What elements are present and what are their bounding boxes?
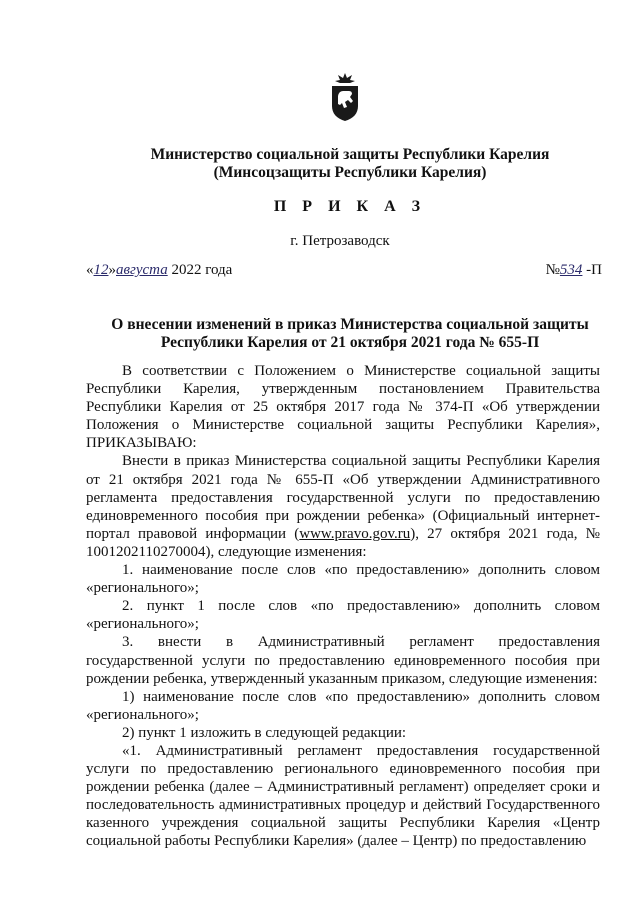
paragraph-new-clause-1: «1. Административный регламент предоставления государственной услуги по предоставлению регионального единовременного пособия при рождении ребенка (далее – Административный регламент) определяет сроки и последовательность административных процедур и действий Государственного казенного учреждения социальной защиты Республики Карелия «Центр социальной работы Республики Карелия» (далее – Центр) по предоставлению <box>86 742 600 850</box>
document-type: П Р И К А З <box>273 198 427 215</box>
subject-line-1: О внесении изменений в приказ Министерства социальной защиты <box>111 316 589 333</box>
number-value: 534 <box>559 262 583 278</box>
date-month: августа <box>116 262 168 278</box>
subject-line-2: Республики Карелия от 21 октября 2021 года № 655-П <box>160 334 540 351</box>
org-short-name: (Минсоцзащиты Республики Карелия) <box>213 164 487 181</box>
number-prefix: № <box>545 262 560 278</box>
karelia-coat-of-arms-icon <box>329 72 361 122</box>
pravo-link[interactable]: www.pravo.gov.ru <box>299 525 411 542</box>
city: г. Петрозаводск <box>290 233 390 249</box>
paragraph-amend-order: Внести в приказ Министерства социальной защиты Республики Карелия от 21 октября 2021 года № 655-П «Об утверждении Административного регламента предоставления государственной услуги по предоставлению единовременного пособия при рождении ребенка» (Официальный интернет-портал правовой информации (www.pravo.gov.ru), 27 октября 2021 года, № 1001202110270004), следующие изменения: <box>86 453 600 560</box>
org-name: Министерство социальной защиты Республики Карелия <box>150 146 550 163</box>
paragraph-preamble: В соответствии с Положением о Министерстве социальной защиты Республики Карелия, утвержденным постановлением Правительства Республики Карелия от 25 октября 2017 года № 374-П «Об утверждении Положения о Министерстве социальной защиты Республики Карелия», ПРИКАЗЫВАЮ: <box>86 363 600 452</box>
date-open-quote: « <box>86 262 94 278</box>
number-suffix: -П <box>586 262 602 278</box>
paragraph-item-3: 3. внести в Административный регламент предоставления государственной услуги по предоставлению единовременного пособия при рождении ребенка, утвержденный указанным приказом, следующие изменения: <box>86 634 600 687</box>
paragraph-item-2: 2. пункт 1 после слов «по предоставлению» дополнить словом «регионального»; <box>86 598 600 633</box>
document-number <box>546 262 602 279</box>
date-year: 2022 года <box>171 262 233 278</box>
document-body <box>86 362 600 851</box>
paragraph-subitem-1: 1) наименование после слов «по предоставлению» дополнить словом «регионального»; <box>86 688 600 723</box>
date-day: 12 <box>93 262 109 278</box>
paragraph-item-1: 1. наименование после слов «по предоставлению» дополнить словом «регионального»; <box>86 562 600 597</box>
document-date <box>86 262 232 279</box>
paragraph-subitem-2: 2) пункт 1 изложить в следующей редакции: <box>122 724 407 741</box>
date-close-quote: » <box>108 262 116 278</box>
